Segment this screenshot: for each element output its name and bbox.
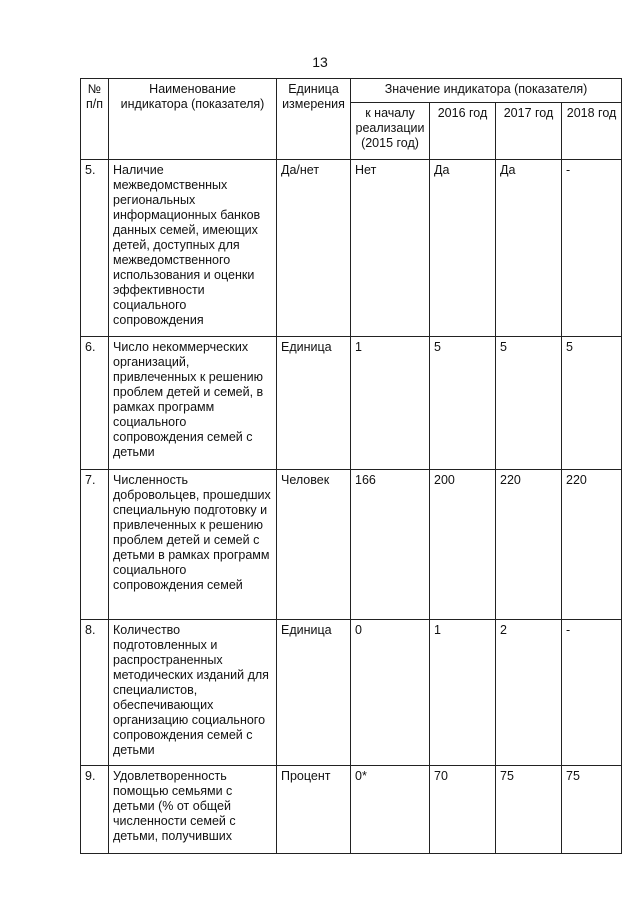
row-baseline: 166 [351, 470, 430, 620]
header-2018: 2018 год [562, 103, 622, 160]
row-unit: Процент [277, 766, 351, 854]
row-2016: 5 [430, 337, 496, 470]
row-unit: Да/нет [277, 160, 351, 337]
row-2017: 75 [496, 766, 562, 854]
page-number: 13 [312, 54, 328, 70]
header-2017: 2017 год [496, 103, 562, 160]
row-2016: 1 [430, 620, 496, 766]
row-unit: Человек [277, 470, 351, 620]
row-2016: Да [430, 160, 496, 337]
header-unit: Единица измерения [277, 79, 351, 160]
row-2016: 70 [430, 766, 496, 854]
indicators-table [80, 78, 622, 854]
row-2018: 220 [562, 470, 622, 620]
row-num: 6. [81, 337, 109, 470]
row-baseline: Нет [351, 160, 430, 337]
row-2017: 2 [496, 620, 562, 766]
row-name: Число некоммерческих организаций, привлеченных к решению проблем детей и семей, в рамках программ социального сопровождения семей с детьми [109, 337, 277, 470]
row-2018: 5 [562, 337, 622, 470]
header-name: Наименование индикатора (показателя) [109, 79, 277, 160]
row-2018: 75 [562, 766, 622, 854]
row-name: Удовлетворенность помощью семьями с детьми (% от общей численности семей с детьми, получивших [109, 766, 277, 854]
row-baseline: 0* [351, 766, 430, 854]
row-name: Численность добровольцев, прошедших специальную подготовку и привлеченных к решению проблем детей и семей с детьми в рамках программ социального сопровождения семей [109, 470, 277, 620]
row-name: Наличие межведомственных региональных информационных банков данных семей, имеющих детей, доступных для межведомственного использования и оценки эффективности социального сопровождения [109, 160, 277, 337]
row-unit: Единица [277, 337, 351, 470]
header-row [81, 79, 622, 103]
row-num: 5. [81, 160, 109, 337]
row-name: Количество подготовленных и распространенных методических изданий для специалистов, обеспечивающих организацию социального сопровождения семей с детьми [109, 620, 277, 766]
row-2017: Да [496, 160, 562, 337]
row-2018: - [562, 160, 622, 337]
header-2016: 2016 год [430, 103, 496, 160]
row-2018: - [562, 620, 622, 766]
row-2017: 220 [496, 470, 562, 620]
table-row [81, 620, 622, 766]
row-unit: Единица [277, 620, 351, 766]
row-baseline: 1 [351, 337, 430, 470]
row-num: 8. [81, 620, 109, 766]
header-values-group: Значение индикатора (показателя) [351, 79, 622, 103]
header-baseline: к началу реализации (2015 год) [351, 103, 430, 160]
row-baseline: 0 [351, 620, 430, 766]
row-2017: 5 [496, 337, 562, 470]
header-num: № п/п [81, 79, 109, 160]
table-row [81, 766, 622, 854]
row-2016: 200 [430, 470, 496, 620]
table-row [81, 160, 622, 337]
row-num: 7. [81, 470, 109, 620]
table-row [81, 337, 622, 470]
table-row [81, 470, 622, 620]
row-num: 9. [81, 766, 109, 854]
